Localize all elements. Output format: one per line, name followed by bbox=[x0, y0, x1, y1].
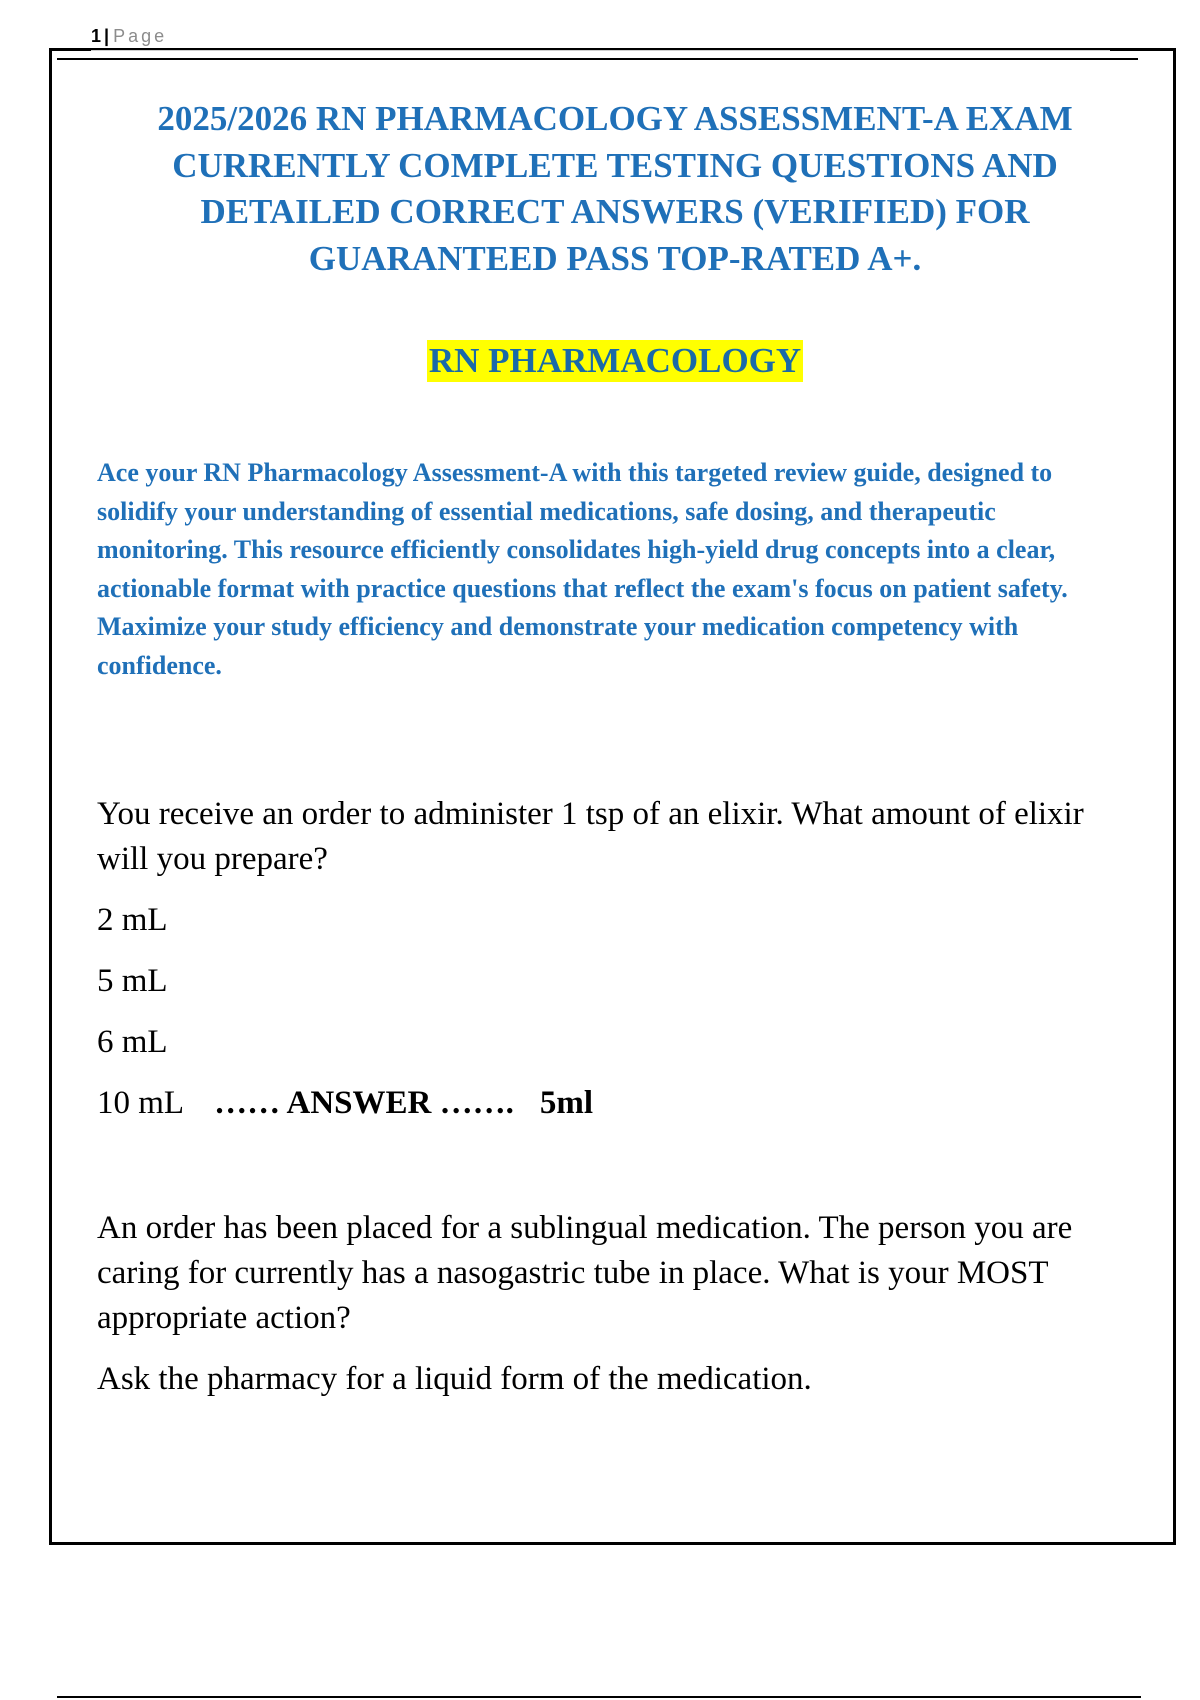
header-separator: | bbox=[104, 26, 110, 46]
subtitle-container bbox=[95, 340, 1135, 382]
page-number: 1 bbox=[91, 26, 102, 46]
question-2-option-a: Ask the pharmacy for a liquid form of the medication. bbox=[97, 1361, 812, 1397]
question-block-1 bbox=[97, 792, 1087, 1142]
top-rule bbox=[57, 58, 1138, 60]
footer-rule bbox=[57, 1696, 1141, 1698]
question-2-text: An order has been placed for a sublingual medication. The person you are caring for currently has a nasogastric tube in place. What is your MOST appropriate action? bbox=[97, 1210, 1073, 1336]
answer-value: 5ml bbox=[539, 1085, 594, 1121]
question-1-option-b: 5 mL bbox=[97, 963, 168, 999]
question-1-option-d-with-answer bbox=[97, 1081, 1087, 1126]
question-1-option-d: 10 mL bbox=[97, 1085, 185, 1121]
question-1-option-c: 6 mL bbox=[97, 1024, 168, 1060]
question-2-options bbox=[97, 1357, 1087, 1402]
highlighted-subtitle: RN PHARMACOLOGY bbox=[428, 341, 802, 380]
document-title: 2025/2026 RN PHARMACOLOGY ASSESSMENT-A EXAM CURRENTLY COMPLETE TESTING QUESTIONS AND DETAILED CORRECT ANSWERS (VERIFIED) FOR GUARANTEED PASS TOP-RATED A+. bbox=[157, 99, 1073, 278]
question-block-2 bbox=[97, 1206, 1087, 1402]
page-word: Page bbox=[113, 26, 168, 46]
intro-paragraph: Ace your RN Pharmacology Assessment-A with this targeted review guide, designed to solidify your understanding of essential medications, safe dosing, and therapeutic monitoring. This resource efficiently consolidates high-yield drug concepts into a clear, actionable format with practice questions that reflect the exam's focus on patient safety. Maximize your study efficiency and demonstrate your medication competency with confidence. bbox=[97, 458, 1068, 680]
question-1-option-a: 2 mL bbox=[97, 902, 168, 938]
page-header bbox=[91, 22, 1110, 51]
question-1-text: You receive an order to administer 1 tsp of an elixir. What amount of elixir will you prepare? bbox=[97, 796, 1084, 877]
question-1-options bbox=[97, 898, 1087, 1126]
answer-label: …… ANSWER ……. bbox=[214, 1085, 514, 1121]
